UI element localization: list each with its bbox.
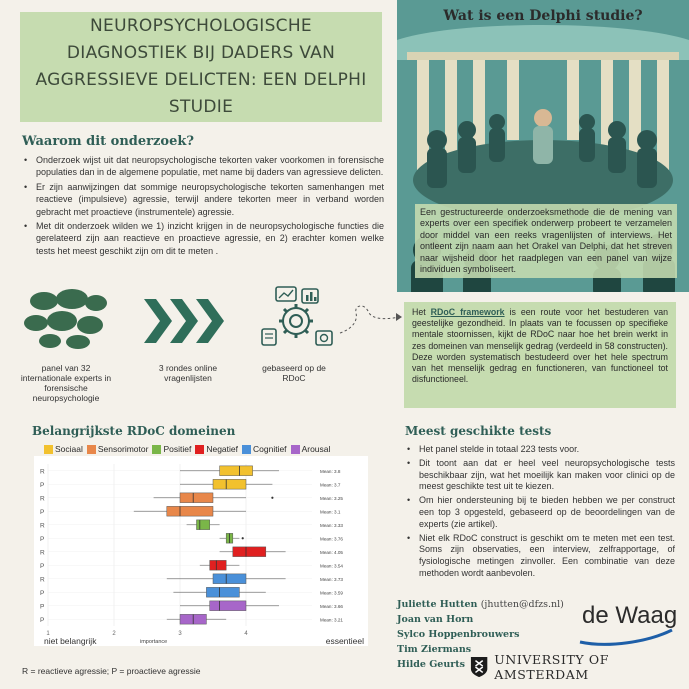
row-label: R bbox=[40, 468, 45, 476]
legend-item bbox=[291, 444, 331, 454]
row-label: P bbox=[40, 589, 45, 597]
dewaag-logo: de Waag bbox=[582, 602, 677, 630]
author-name: Joan van Horn bbox=[397, 614, 474, 625]
rdoc-prefix: Het bbox=[412, 307, 431, 317]
uva-crest-icon bbox=[470, 655, 488, 679]
gear-chart-icon bbox=[258, 285, 336, 357]
speech-bubbles-icon bbox=[22, 287, 108, 349]
row-label: P bbox=[40, 616, 45, 624]
rounds-label: 3 rondes online vragenlijsten bbox=[158, 363, 218, 383]
row-label: P bbox=[40, 508, 45, 516]
uva-name: UNIVERSITY OF AMSTERDAM bbox=[494, 652, 609, 682]
legend-item bbox=[195, 444, 238, 454]
tests-box bbox=[397, 418, 681, 588]
legend-label: Positief bbox=[163, 444, 192, 454]
tests-item: • Dit toont aan dat er heel veel neuropsychologische tests beschikbaar zijn, wat het moeilijk kan maken voor clinici op de meest geschikte test uit te kiezen. bbox=[405, 458, 675, 493]
chart-legend bbox=[44, 444, 330, 454]
row-label: P bbox=[40, 535, 45, 543]
outlier-point bbox=[242, 537, 244, 539]
legend-label: Sociaal bbox=[55, 444, 83, 454]
why-item: • Met dit onderzoek wilden we 1) inzicht krijgen in de neuropsychologische functies die gerelateerd zijn aan reactieve en proactieve agressie, en 2) erachter komen welke tests het meest geschikt zijn om dit te meten . bbox=[22, 220, 384, 257]
dewaag-swoosh-icon bbox=[578, 628, 674, 648]
outlier-point bbox=[271, 497, 273, 499]
legend-swatch bbox=[44, 445, 53, 454]
row-label: P bbox=[40, 481, 45, 489]
x-axis-title: importance bbox=[139, 639, 168, 645]
chart-heading: Belangrijkste RDoC domeinen bbox=[32, 424, 236, 438]
why-item: • Onderzoek wijst uit dat neuropsychologische tekorten vaker voorkomen in forensische populaties dan in de algemene populatie, met name bij daders van agressieve delicten. bbox=[22, 154, 384, 179]
boxplot-chart bbox=[34, 456, 368, 646]
legend-swatch bbox=[242, 445, 251, 454]
box bbox=[220, 466, 253, 476]
title-box bbox=[20, 12, 382, 122]
box bbox=[233, 547, 266, 557]
legend-label: Arousal bbox=[301, 444, 331, 454]
rdoc-label: gebaseerd op de RDoC bbox=[262, 363, 326, 383]
x-tick-label: 3 bbox=[178, 631, 182, 637]
tests-item: • Niet elk RDoC construct is geschikt om te meten met een test. Soms zijn observaties, een interview, zelfrapportage, of fysiologische metingen zinvoller. Een combinatie van deze methoden wordt aanbevolen. bbox=[405, 533, 675, 580]
rdoc-framework-link[interactable]: RDoC framework bbox=[430, 307, 505, 317]
delphi-panel bbox=[397, 0, 689, 292]
row-label: P bbox=[40, 603, 45, 611]
tests-item: • Het panel stelde in totaal 223 tests voor. bbox=[405, 444, 675, 456]
legend-label: Negatief bbox=[206, 444, 238, 454]
mean-label: Mean: 4.05 bbox=[320, 549, 343, 555]
info-row bbox=[10, 285, 380, 415]
delphi-title: Wat is een Delphi studie? bbox=[443, 8, 643, 24]
box bbox=[210, 560, 227, 570]
box bbox=[206, 587, 239, 597]
row-label: P bbox=[40, 562, 45, 570]
mean-label: Mean: 3.7 bbox=[320, 482, 341, 488]
box bbox=[197, 520, 210, 530]
mean-label: Mean: 3.76 bbox=[320, 536, 343, 542]
x-tick-label: 1 bbox=[46, 631, 50, 637]
box bbox=[180, 493, 213, 503]
tests-list bbox=[405, 444, 675, 582]
row-label: R bbox=[40, 549, 45, 557]
plot-area bbox=[34, 456, 368, 646]
why-item: • Er zijn aanwijzingen dat sommige neuropsychologische tekorten samenhangen met reactieve (impulsieve) agressie, terwijl andere tekorten meer in verband worden gebracht met proactieve (instrumentele) agressie. bbox=[22, 181, 384, 218]
rdoc-text: is een route voor het bestuderen van geestelijke gezondheid. In plaats van te focussen op specifieke mentale stoornissen, kijkt de RDoC naar hoe het brein werkt in zes domeinen van menselijk gedrag (verdeeld in 58 constructen). Deze worden systematisch bestudeerd over het hele spectrum van het menselijk gedrag en functioneren, van functioneel tot disfunctioneel. bbox=[412, 307, 669, 385]
mean-label: Mean: 3.21 bbox=[320, 617, 343, 623]
box bbox=[167, 506, 213, 516]
why-list bbox=[22, 154, 384, 259]
x-tick-label: 2 bbox=[112, 631, 116, 637]
legend-item bbox=[152, 444, 191, 454]
legend-item bbox=[87, 444, 149, 454]
mean-label: Mean: 3.54 bbox=[320, 563, 343, 569]
panel-label: panel van 32 internationale experts in forensische neuropsychologie bbox=[20, 363, 112, 403]
box bbox=[213, 574, 246, 584]
row-label: R bbox=[40, 522, 45, 530]
x-tick-label: 4 bbox=[244, 631, 248, 637]
rdoc-box bbox=[404, 302, 676, 408]
author-name: Tim Ziermans bbox=[397, 644, 472, 655]
legend-label: Cognitief bbox=[253, 444, 287, 454]
mean-label: Mean: 3.1 bbox=[320, 509, 341, 515]
mean-label: Mean: 3.33 bbox=[320, 522, 343, 528]
mean-label: Mean: 3.73 bbox=[320, 576, 343, 582]
legend-swatch bbox=[291, 445, 300, 454]
tests-heading: Meest geschikte tests bbox=[405, 424, 552, 438]
x-right-label: essentieel bbox=[325, 636, 364, 646]
legend-item bbox=[44, 444, 83, 454]
x-left-label: niet belangrijk bbox=[44, 636, 97, 646]
why-heading: Waarom dit onderzoek? bbox=[22, 134, 194, 149]
dashed-connector bbox=[338, 299, 402, 339]
mean-label: Mean: 3.25 bbox=[320, 495, 343, 501]
legend-swatch bbox=[195, 445, 204, 454]
mean-label: Mean: 3.8 bbox=[320, 468, 341, 474]
legend-swatch bbox=[87, 445, 96, 454]
author-email[interactable]: (jhutten@dfzs.nl) bbox=[480, 599, 564, 610]
legend-item bbox=[242, 444, 287, 454]
chart-footnote: R = reactieve agressie; P = proactieve agressie bbox=[22, 666, 201, 676]
author-name: Juliette Hutten bbox=[397, 599, 478, 610]
mean-label: Mean: 3.59 bbox=[320, 590, 343, 596]
delphi-text: Een gestructureerde onderzoeksmethode die de mening van experts over een specifiek onderwerp probeert te verzamelen door middel van een reeks vragenlijsten of interviews. Het ontleent zijn naam aan het Orakel van Delphi, dat het streven naar wijsheid door het raadplegen van een panel van wijze individuen symboliseert. bbox=[415, 204, 677, 278]
author-name: Hilde Geurts bbox=[397, 659, 465, 670]
tests-item: • Om hier ondersteuning bij te bieden hebben we per construct een top 3 opgesteld, gebaseerd op de beoordelingen van de experts (zie artikel). bbox=[405, 495, 675, 530]
legend-swatch bbox=[152, 445, 161, 454]
author-name: Sylco Hoppenbrouwers bbox=[397, 629, 520, 640]
mean-label: Mean: 3.66 bbox=[320, 603, 343, 609]
poster-title: NEUROPSYCHOLOGISCHE DIAGNOSTIEK BIJ DADERS VAN AGGRESSIEVE DELICTEN: EEN DELPHI STUDIE bbox=[35, 16, 367, 117]
box bbox=[210, 601, 246, 611]
row-label: R bbox=[40, 495, 45, 503]
chart-panel bbox=[18, 418, 386, 658]
legend-label: Sensorimotor bbox=[97, 444, 149, 454]
row-label: R bbox=[40, 576, 45, 584]
uva-logo bbox=[470, 652, 689, 682]
chevrons-icon bbox=[144, 299, 228, 343]
box bbox=[213, 479, 246, 489]
